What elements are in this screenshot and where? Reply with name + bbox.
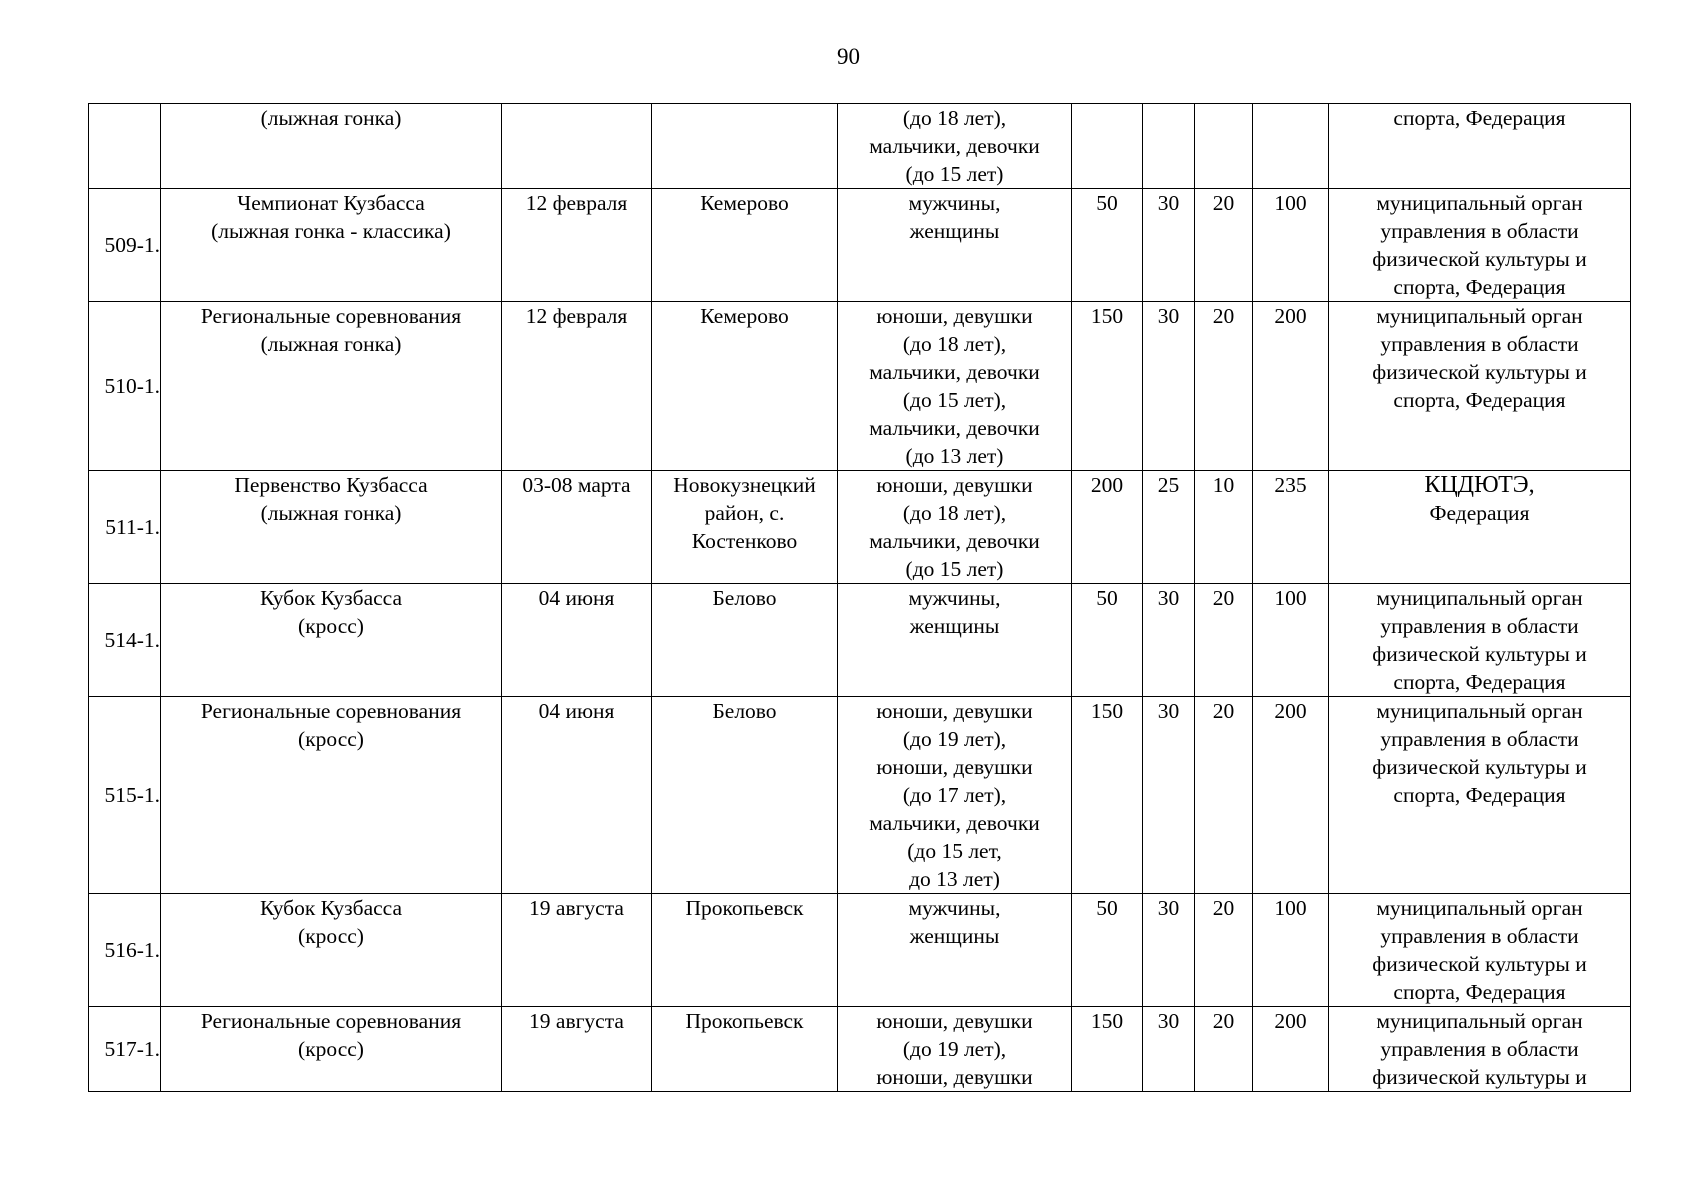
event-name: Региональные соревнования (кросс)	[161, 1007, 502, 1092]
count-total: 100	[1253, 894, 1329, 1007]
event-date: 12 февраля	[502, 302, 652, 471]
count-2: 30	[1143, 189, 1195, 302]
event-participants: юноши, девушки (до 19 лет), юноши, девушки (до 17 лет), мальчики, девочки (до 15 лет, до 13 лет)	[838, 697, 1072, 894]
event-number: 516-1.	[89, 894, 161, 1007]
count-2: 30	[1143, 697, 1195, 894]
event-participants: юноши, девушки (до 19 лет), юноши, девушки	[838, 1007, 1072, 1092]
event-date: 12 февраля	[502, 189, 652, 302]
event-participants: мужчины, женщины	[838, 584, 1072, 697]
event-organizer: муниципальный орган управления в области физической культуры и спорта, Федерация	[1329, 697, 1631, 894]
event-name: (лыжная гонка)	[161, 104, 502, 189]
event-number: 511-1.	[89, 471, 161, 584]
event-place	[652, 104, 838, 189]
event-date: 04 июня	[502, 584, 652, 697]
count-1: 150	[1072, 302, 1143, 471]
event-name: Региональные соревнования (кросс)	[161, 697, 502, 894]
table-row	[89, 584, 1631, 697]
event-place: Кемерово	[652, 189, 838, 302]
count-total	[1253, 104, 1329, 189]
count-1: 50	[1072, 894, 1143, 1007]
table-row	[89, 697, 1631, 894]
event-date: 19 августа	[502, 894, 652, 1007]
event-place: Прокопьевск	[652, 894, 838, 1007]
count-total: 100	[1253, 584, 1329, 697]
count-2: 30	[1143, 1007, 1195, 1092]
table-row	[89, 1007, 1631, 1092]
count-2	[1143, 104, 1195, 189]
event-date: 04 июня	[502, 697, 652, 894]
count-2: 30	[1143, 584, 1195, 697]
event-participants: юноши, девушки (до 18 лет), мальчики, девочки (до 15 лет), мальчики, девочки (до 13 лет)	[838, 302, 1072, 471]
events-table	[88, 103, 1631, 1092]
table-row	[89, 471, 1631, 584]
count-1	[1072, 104, 1143, 189]
organizer-name: Федерация	[1429, 501, 1530, 525]
event-date: 19 августа	[502, 1007, 652, 1092]
count-3: 20	[1195, 302, 1253, 471]
event-organizer: спорта, Федерация	[1329, 104, 1631, 189]
count-1: 200	[1072, 471, 1143, 584]
event-organizer: муниципальный орган управления в области физической культуры и спорта, Федерация	[1329, 584, 1631, 697]
event-organizer: муниципальный орган управления в области физической культуры и спорта, Федерация	[1329, 894, 1631, 1007]
event-name: Первенство Кузбасса (лыжная гонка)	[161, 471, 502, 584]
event-number	[89, 104, 161, 189]
organizer-abbr: КЦДЮТЭ,	[1424, 472, 1535, 498]
event-number: 517-1.	[89, 1007, 161, 1092]
count-3: 20	[1195, 584, 1253, 697]
event-place: Новокузнецкий район, с. Костенково	[652, 471, 838, 584]
count-3	[1195, 104, 1253, 189]
count-1: 50	[1072, 189, 1143, 302]
event-name: Кубок Кузбасса (кросс)	[161, 894, 502, 1007]
event-organizer: муниципальный орган управления в области физической культуры и спорта, Федерация	[1329, 189, 1631, 302]
event-date	[502, 104, 652, 189]
count-1: 150	[1072, 1007, 1143, 1092]
event-name: Кубок Кузбасса (кросс)	[161, 584, 502, 697]
count-total: 235	[1253, 471, 1329, 584]
event-organizer: муниципальный орган управления в области физической культуры и	[1329, 1007, 1631, 1092]
count-3: 10	[1195, 471, 1253, 584]
event-name: Чемпионат Кузбасса (лыжная гонка - классика)	[161, 189, 502, 302]
event-place: Белово	[652, 697, 838, 894]
count-3: 20	[1195, 189, 1253, 302]
count-2: 30	[1143, 302, 1195, 471]
event-participants: мужчины, женщины	[838, 894, 1072, 1007]
event-number: 514-1.	[89, 584, 161, 697]
count-2: 25	[1143, 471, 1195, 584]
table-row	[89, 189, 1631, 302]
count-total: 200	[1253, 302, 1329, 471]
count-1: 50	[1072, 584, 1143, 697]
event-organizer: муниципальный орган управления в области физической культуры и спорта, Федерация	[1329, 302, 1631, 471]
count-3: 20	[1195, 1007, 1253, 1092]
event-participants: юноши, девушки (до 18 лет), мальчики, девочки (до 15 лет)	[838, 471, 1072, 584]
event-participants: (до 18 лет), мальчики, девочки (до 15 лет)	[838, 104, 1072, 189]
table-row	[89, 104, 1631, 189]
event-name: Региональные соревнования (лыжная гонка)	[161, 302, 502, 471]
count-total: 100	[1253, 189, 1329, 302]
table-row	[89, 894, 1631, 1007]
event-date: 03-08 марта	[502, 471, 652, 584]
event-place: Прокопьевск	[652, 1007, 838, 1092]
count-total: 200	[1253, 697, 1329, 894]
event-participants: мужчины, женщины	[838, 189, 1072, 302]
event-place: Кемерово	[652, 302, 838, 471]
event-place: Белово	[652, 584, 838, 697]
count-1: 150	[1072, 697, 1143, 894]
event-number: 510-1.	[89, 302, 161, 471]
event-organizer	[1329, 471, 1631, 584]
table-row	[89, 302, 1631, 471]
count-3: 20	[1195, 697, 1253, 894]
event-number: 515-1.	[89, 697, 161, 894]
page-number: 90	[837, 44, 860, 69]
count-3: 20	[1195, 894, 1253, 1007]
event-number: 509-1.	[89, 189, 161, 302]
count-2: 30	[1143, 894, 1195, 1007]
count-total: 200	[1253, 1007, 1329, 1092]
